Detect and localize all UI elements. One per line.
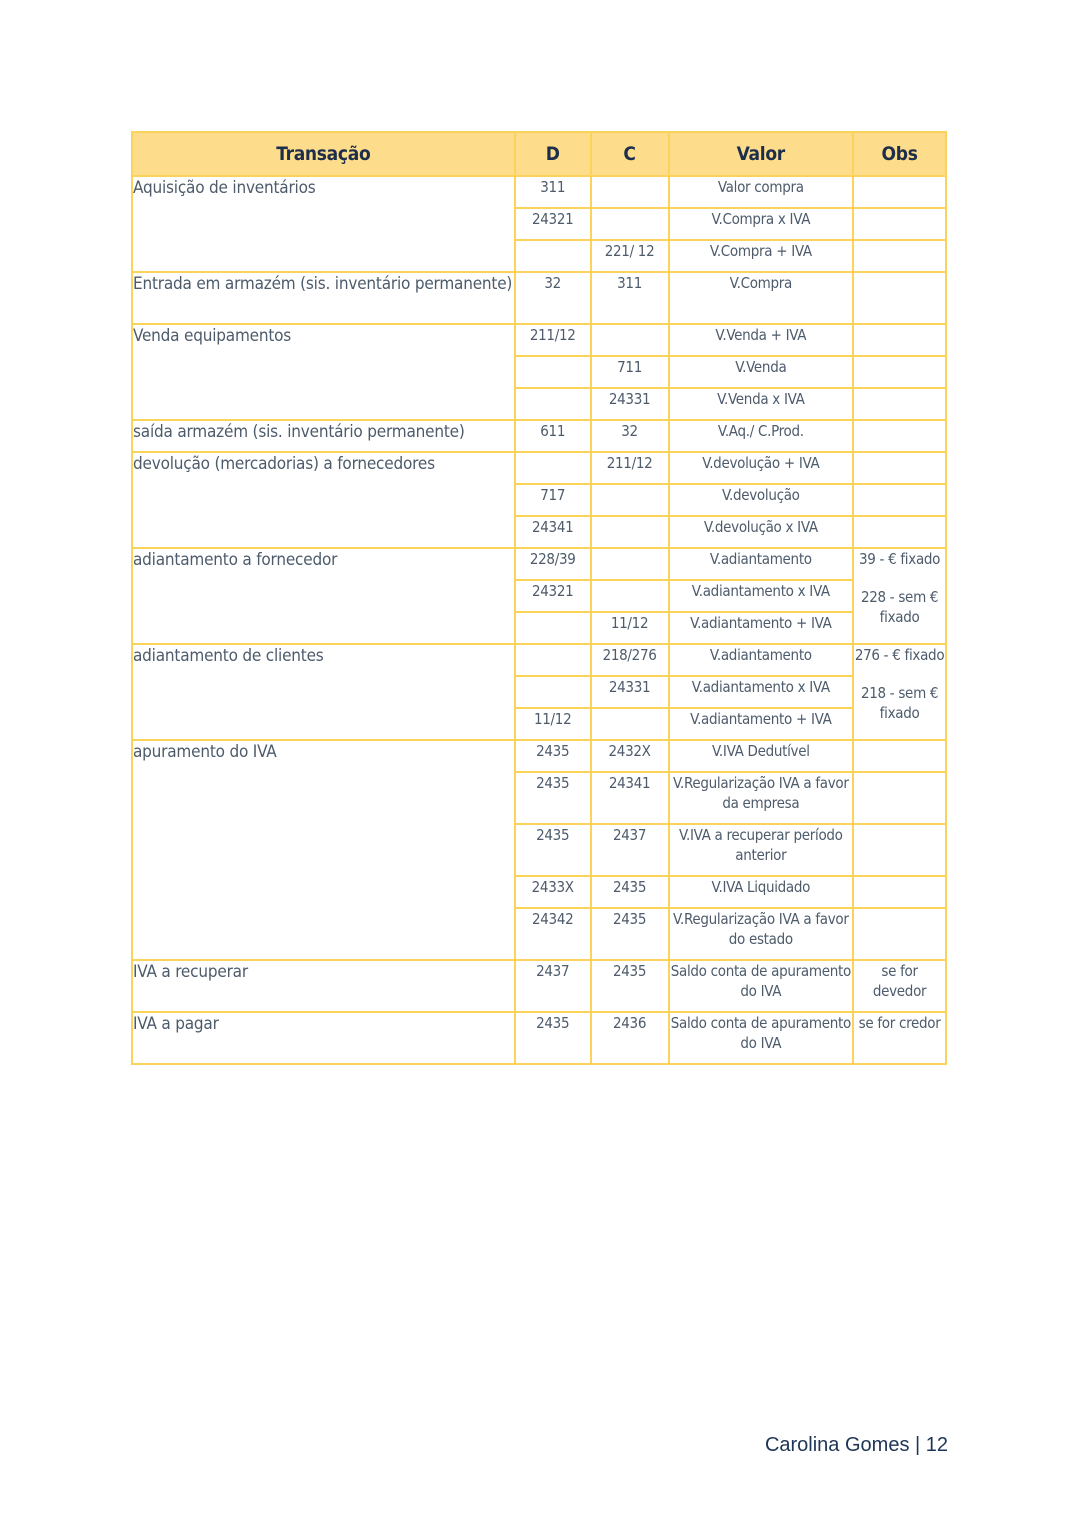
value-description: V.IVA Liquidado: [669, 876, 854, 908]
table-row: [132, 420, 946, 452]
observation-gap: [854, 569, 945, 587]
value-description: Saldo conta de apuramento do IVA: [669, 1012, 854, 1064]
value-description: Saldo conta de apuramento do IVA: [669, 960, 854, 1012]
credit-account: [591, 324, 669, 356]
observation: se for credor: [853, 1012, 946, 1064]
observation: [853, 824, 946, 876]
observation: [853, 272, 946, 324]
debit-account: 211/12: [515, 324, 591, 356]
table-row: [132, 324, 946, 356]
debit-account: 717: [515, 484, 591, 516]
table-row: [132, 548, 946, 580]
observation: [853, 516, 946, 548]
credit-account: [591, 580, 669, 612]
observation: [853, 356, 946, 388]
credit-account: [591, 516, 669, 548]
debit-account: [515, 676, 591, 708]
observation: [853, 420, 946, 452]
value-description: V.Regularização IVA a favor do estado: [669, 908, 854, 960]
value-description: V.adiantamento + IVA: [669, 708, 854, 740]
value-description: V.Compra + IVA: [669, 240, 854, 272]
debit-account: [515, 240, 591, 272]
accounting-entries-table: [131, 131, 947, 1065]
observation: [853, 908, 946, 960]
transaction-label: Entrada em armazém (sis. inventário permanente): [132, 272, 515, 324]
observation: [853, 388, 946, 420]
credit-account: 24341: [591, 772, 669, 824]
debit-account: 2435: [515, 740, 591, 772]
observation: [853, 208, 946, 240]
observation-note: 228 - sem € fixado: [860, 588, 939, 626]
table-row: [132, 272, 946, 324]
table-row: [132, 960, 946, 1012]
value-description: V.adiantamento: [669, 548, 854, 580]
credit-account: 2435: [591, 960, 669, 1012]
credit-account: 2436: [591, 1012, 669, 1064]
header-credit: C: [591, 132, 669, 176]
debit-account: 2433X: [515, 876, 591, 908]
transaction-label: apuramento do IVA: [132, 740, 515, 960]
transaction-label: IVA a recuperar: [132, 960, 515, 1012]
value-description: V.Compra: [669, 272, 854, 324]
table-row: [132, 452, 946, 484]
observation-note: 39 - € fixado: [858, 550, 941, 568]
debit-account: 228/39: [515, 548, 591, 580]
value-description: V.IVA a recuperar período anterior: [669, 824, 854, 876]
page-footer: Carolina Gomes | 12: [764, 1434, 948, 1456]
table-row: [132, 644, 946, 676]
credit-account: 211/12: [591, 452, 669, 484]
value-description: V.Venda x IVA: [669, 388, 854, 420]
credit-account: 2432X: [591, 740, 669, 772]
debit-account: [515, 644, 591, 676]
header-valor: Valor: [669, 132, 854, 176]
observation: [853, 876, 946, 908]
observation: se for devedor: [853, 960, 946, 1012]
credit-account: 711: [591, 356, 669, 388]
value-description: V.Regularização IVA a favor da empresa: [669, 772, 854, 824]
transaction-label: Venda equipamentos: [132, 324, 515, 420]
credit-account: 311: [591, 272, 669, 324]
value-description: V.adiantamento x IVA: [669, 580, 854, 612]
debit-account: 11/12: [515, 708, 591, 740]
value-description: V.adiantamento + IVA: [669, 612, 854, 644]
value-description: V.devolução + IVA: [669, 452, 854, 484]
debit-account: 24342: [515, 908, 591, 960]
credit-account: [591, 208, 669, 240]
observation: [853, 644, 946, 740]
debit-account: [515, 388, 591, 420]
value-description: V.adiantamento x IVA: [669, 676, 854, 708]
credit-account: 24331: [591, 676, 669, 708]
observation: [853, 484, 946, 516]
debit-account: 2437: [515, 960, 591, 1012]
observation: [853, 772, 946, 824]
transaction-label: IVA a pagar: [132, 1012, 515, 1064]
debit-account: 24321: [515, 208, 591, 240]
table-row: [132, 1012, 946, 1064]
table-row: [132, 740, 946, 772]
credit-account: 11/12: [591, 612, 669, 644]
credit-account: 2437: [591, 824, 669, 876]
debit-account: 311: [515, 176, 591, 208]
debit-account: [515, 452, 591, 484]
value-description: V.Compra x IVA: [669, 208, 854, 240]
debit-account: [515, 356, 591, 388]
table-body: [132, 176, 946, 1064]
value-description: V.Venda + IVA: [669, 324, 854, 356]
debit-account: 2435: [515, 772, 591, 824]
table-row: [132, 176, 946, 208]
credit-account: 32: [591, 420, 669, 452]
header-obs: Obs: [853, 132, 946, 176]
value-description: V.devolução x IVA: [669, 516, 854, 548]
value-description: V.IVA Dedutível: [669, 740, 854, 772]
observation: [853, 740, 946, 772]
observation-gap: [854, 665, 945, 683]
value-description: Valor compra: [669, 176, 854, 208]
observation: [853, 452, 946, 484]
credit-account: [591, 708, 669, 740]
credit-account: 24331: [591, 388, 669, 420]
transaction-label: Aquisição de inventários: [132, 176, 515, 272]
transaction-label: adiantamento de clientes: [132, 644, 515, 740]
observation: [853, 548, 946, 644]
credit-account: 221/ 12: [591, 240, 669, 272]
debit-account: 2435: [515, 824, 591, 876]
value-description: V.Aq./ C.Prod.: [669, 420, 854, 452]
header-transacao: Transação: [132, 132, 515, 176]
observation: [853, 176, 946, 208]
transaction-label: saída armazém (sis. inventário permanente): [132, 420, 515, 452]
header-debit: D: [515, 132, 591, 176]
observation-note: 276 - € fixado: [854, 646, 945, 664]
credit-account: [591, 484, 669, 516]
debit-account: 24321: [515, 580, 591, 612]
debit-account: 2435: [515, 1012, 591, 1064]
credit-account: 218/276: [591, 644, 669, 676]
transaction-label: adiantamento a fornecedor: [132, 548, 515, 644]
observation: [853, 324, 946, 356]
transaction-label: devolução (mercadorias) a fornecedores: [132, 452, 515, 548]
credit-account: 2435: [591, 908, 669, 960]
debit-account: [515, 612, 591, 644]
value-description: V.Venda: [669, 356, 854, 388]
credit-account: [591, 548, 669, 580]
credit-account: [591, 176, 669, 208]
debit-account: 611: [515, 420, 591, 452]
observation-note: 218 - sem € fixado: [860, 684, 939, 722]
debit-account: 32: [515, 272, 591, 324]
credit-account: 2435: [591, 876, 669, 908]
debit-account: 24341: [515, 516, 591, 548]
observation: [853, 240, 946, 272]
value-description: V.devolução: [669, 484, 854, 516]
value-description: V.adiantamento: [669, 644, 854, 676]
table-header-row: [132, 132, 946, 176]
